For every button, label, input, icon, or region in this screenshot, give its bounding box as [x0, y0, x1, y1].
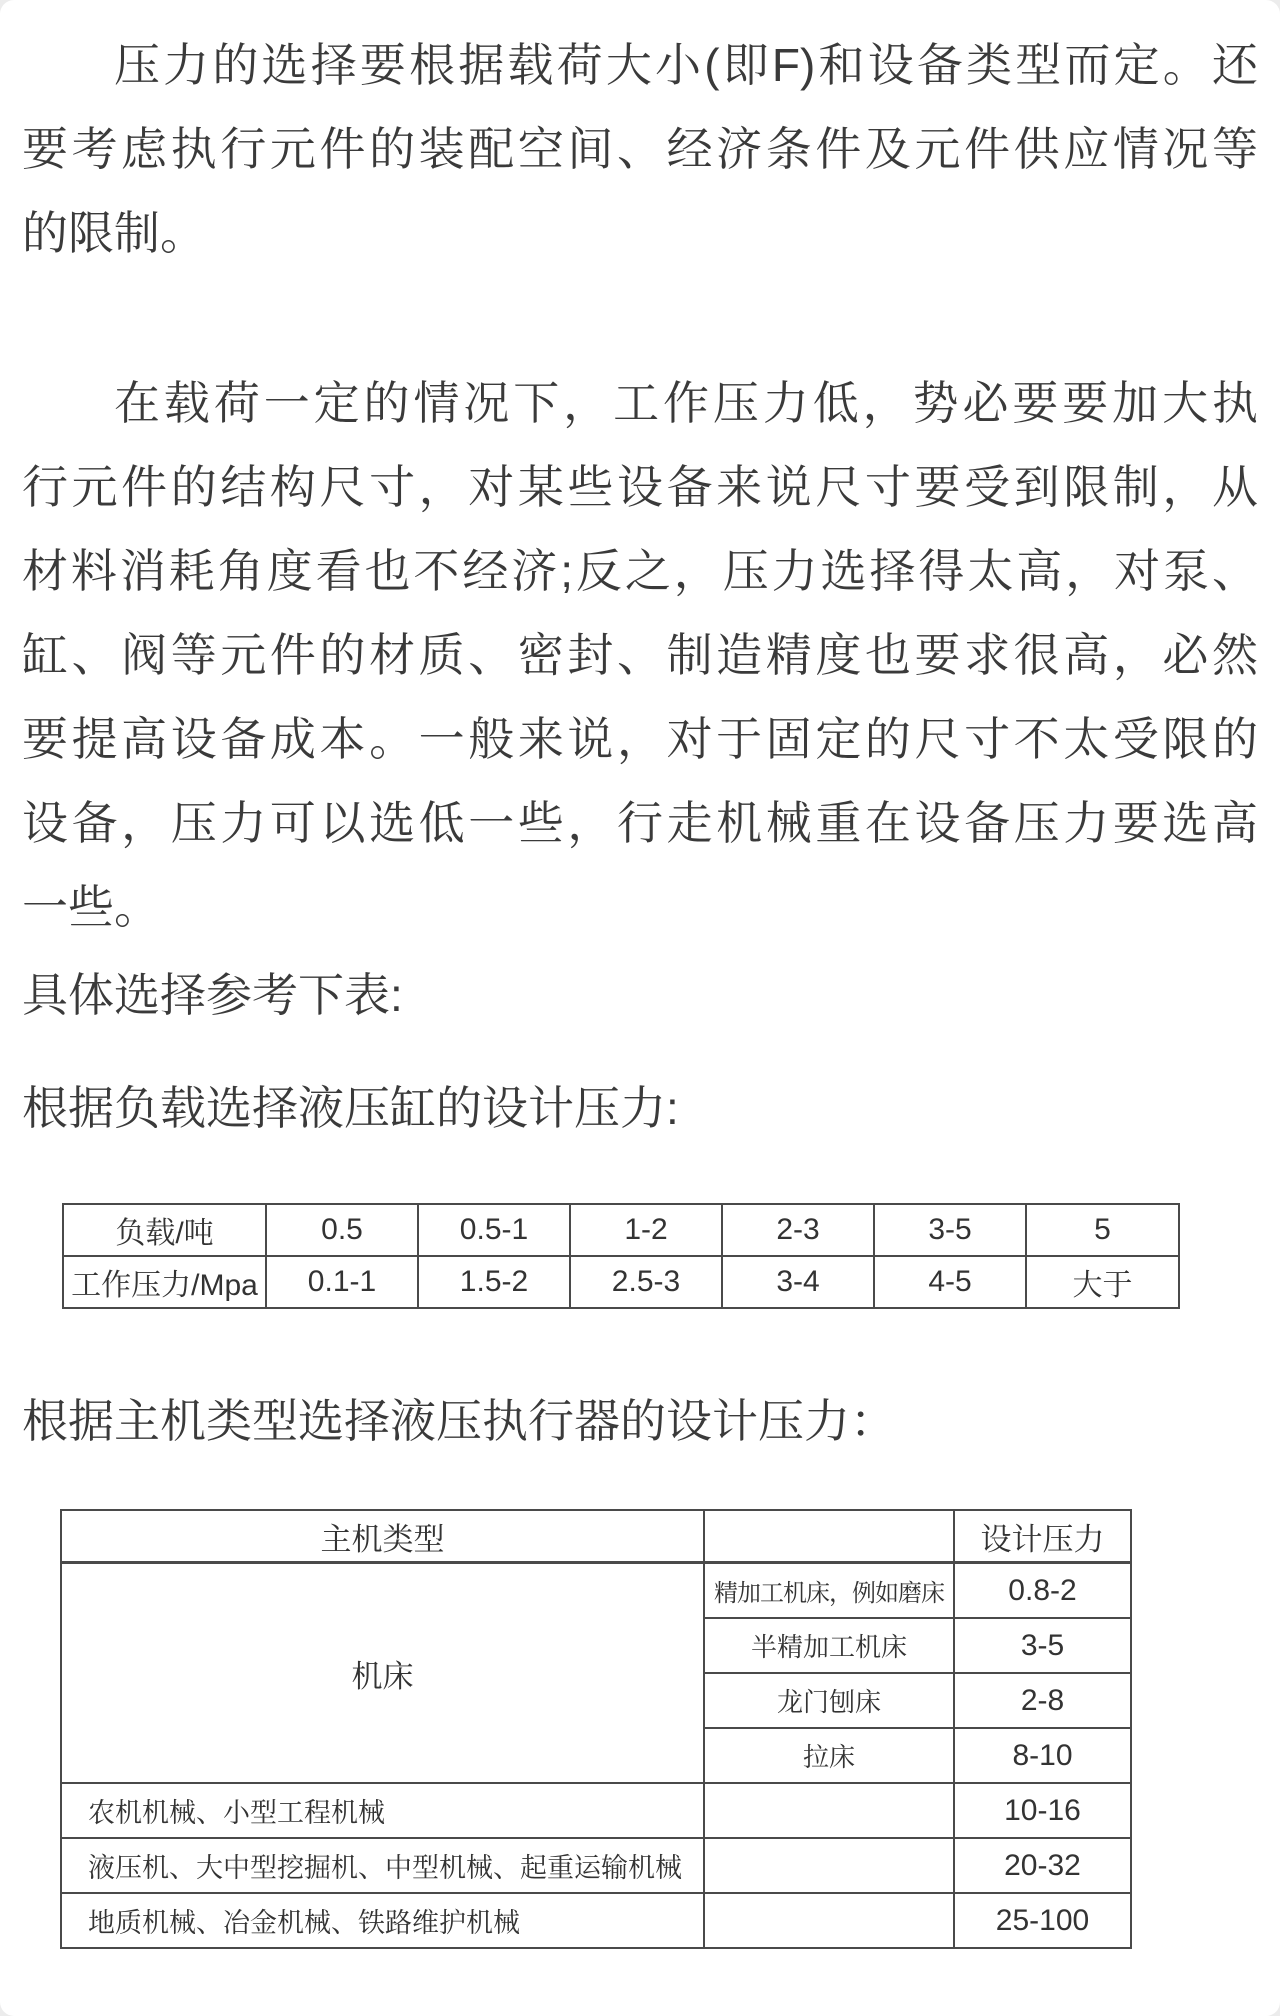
- heading-host-pressure: 根据主机类型选择液压执行器的设计压力：: [22, 1395, 896, 1447]
- value-cell: 2-3: [722, 1204, 874, 1256]
- value-cell: 8-10: [954, 1728, 1131, 1783]
- value-cell: 0.1-1: [266, 1256, 418, 1308]
- host-type-header-cell: 主机类型: [61, 1510, 704, 1563]
- value-cell: 大于: [1026, 1256, 1179, 1308]
- value-cell: 5: [1026, 1204, 1179, 1256]
- subtype-cell: [704, 1893, 954, 1948]
- text-line: 行元件的结构尺寸，对某些设备来说尺寸要受到限制，从: [22, 461, 1258, 513]
- text-line: 要考虑执行元件的装配空间、经济条件及元件供应情况等: [22, 123, 1258, 175]
- text-line: 压力的选择要根据载荷大小(即F)和设备类型而定。还: [114, 39, 1258, 91]
- value-cell: 3-4: [722, 1256, 874, 1308]
- value-cell: 1.5-2: [418, 1256, 570, 1308]
- category-cell: 机床: [61, 1563, 704, 1784]
- value-cell: 2.5-3: [570, 1256, 722, 1308]
- table-header-row: [61, 1510, 1131, 1563]
- subtype-cell: 精加工机床，例如磨床: [704, 1563, 954, 1619]
- value-cell: 0.5: [266, 1204, 418, 1256]
- empty-header-cell: [704, 1510, 954, 1563]
- text-line: 缸、阀等元件的材质、密封、制造精度也要求很高，必然: [22, 629, 1258, 681]
- subtype-cell: [704, 1783, 954, 1838]
- category-cell: 农机机械、小型工程机械: [61, 1783, 704, 1838]
- subtype-cell: 拉床: [704, 1728, 954, 1783]
- subtype-cell: 半精加工机床: [704, 1618, 954, 1673]
- category-cell: 液压机、大中型挖掘机、中型机械、起重运输机械: [61, 1838, 704, 1893]
- table-row: [61, 1893, 1131, 1948]
- table-row: [61, 1563, 1131, 1619]
- subtype-cell: 龙门刨床: [704, 1673, 954, 1728]
- table-row: [61, 1783, 1131, 1838]
- table-row: [63, 1204, 1179, 1256]
- host-type-pressure-table: [60, 1509, 1132, 1949]
- value-cell: 1-2: [570, 1204, 722, 1256]
- value-cell: 10-16: [954, 1783, 1131, 1838]
- text-line: 一些。: [22, 881, 160, 933]
- value-cell: 3-5: [954, 1618, 1131, 1673]
- table-row: [61, 1838, 1131, 1893]
- value-cell: 3-5: [874, 1204, 1026, 1256]
- row-label-cell: 工作压力/Mpa: [63, 1256, 266, 1308]
- value-cell: 0.8-2: [954, 1563, 1131, 1619]
- value-cell: 4-5: [874, 1256, 1026, 1308]
- text-line: 设备，压力可以选低一些，行走机械重在设备压力要选高: [22, 797, 1258, 849]
- subtype-cell: [704, 1838, 954, 1893]
- heading-load-pressure: 根据负载选择液压缸的设计压力:: [22, 1082, 679, 1134]
- value-cell: 0.5-1: [418, 1204, 570, 1256]
- text-line: 材料消耗角度看也不经济;反之，压力选择得太高，对泵、: [22, 545, 1258, 597]
- table-row: [63, 1256, 1179, 1308]
- paragraph-load-tradeoff: [22, 361, 1258, 949]
- paragraph-pressure-selection: [22, 0, 1258, 275]
- value-cell: 2-8: [954, 1673, 1131, 1728]
- text-line: 要提高设备成本。一般来说，对于固定的尺寸不太受限的: [22, 713, 1258, 765]
- value-cell: 25-100: [954, 1893, 1131, 1948]
- design-pressure-header-cell: 设计压力: [954, 1510, 1131, 1563]
- category-cell: 地质机械、冶金机械、铁路维护机械: [61, 1893, 704, 1948]
- text-line: 在载荷一定的情况下，工作压力低，势必要要加大执: [114, 377, 1258, 429]
- text-line: 的限制。: [22, 207, 206, 259]
- value-cell: 20-32: [954, 1838, 1131, 1893]
- load-pressure-table: [62, 1203, 1180, 1309]
- heading-refer-table: 具体选择参考下表:: [22, 969, 403, 1021]
- row-label-cell: 负载/吨: [63, 1204, 266, 1256]
